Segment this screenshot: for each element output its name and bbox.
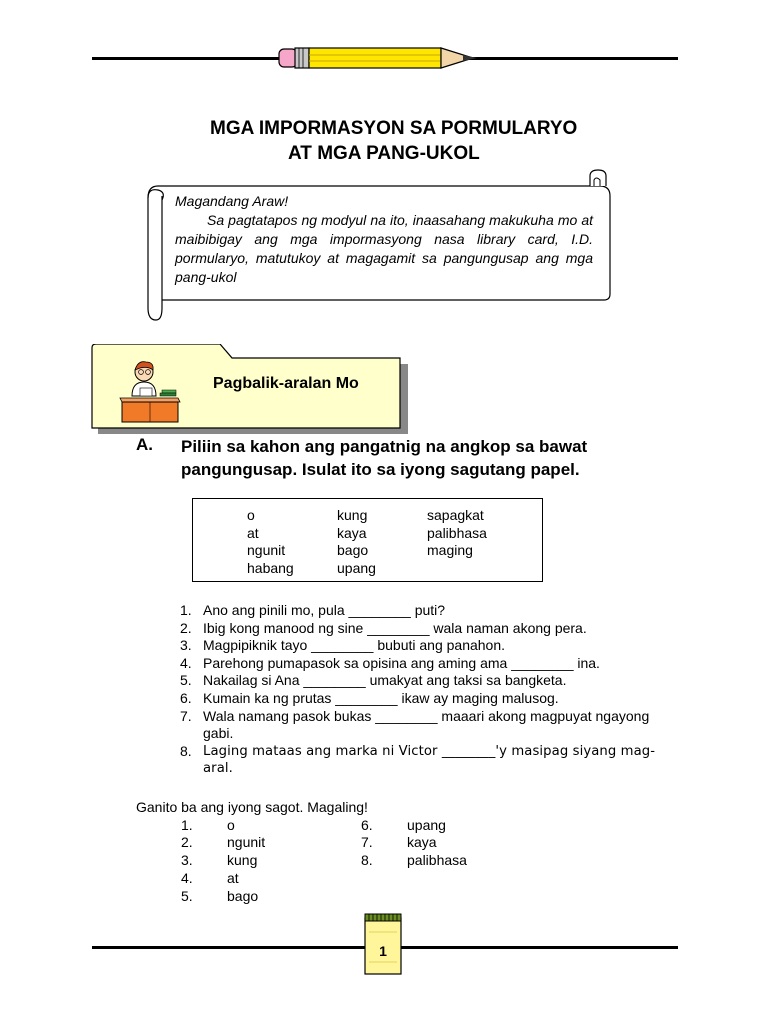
word-item: kaya: [337, 524, 367, 541]
answer-number: 2.: [181, 834, 193, 850]
intro-text: [175, 192, 593, 287]
word-item: maging: [427, 542, 473, 558]
answers-intro: Ganito ba ang iyong sagot. Magaling!: [136, 799, 368, 815]
intro-body: Sa pagtatapos ng modyul na ito, inaasahang makukuha mo at maibibigay ang mga impormasyong nasa library card, I.D. pormularyo, matutukoy at magagamit sa pangungusap ang mga pang-ukol: [175, 212, 593, 285]
answer-word: at: [227, 870, 239, 886]
answer-number: 5.: [181, 888, 193, 904]
question-number: 4.: [180, 654, 192, 671]
question-text: Ibig kong manood ng sine ________ wala naman akong pera.: [203, 619, 587, 636]
word-item: at: [247, 524, 259, 541]
question-number: 6.: [180, 689, 192, 706]
answer-word: o: [227, 817, 235, 833]
question-number: 5.: [180, 672, 192, 689]
answer-number: 1.: [181, 817, 193, 833]
question-item: [180, 637, 670, 655]
word-column-1: [247, 507, 294, 577]
question-number: 1.: [180, 602, 192, 618]
question-text: Ano ang pinili mo, pula ________ puti?: [203, 602, 446, 618]
intro-greeting: Magandang Araw!: [175, 193, 289, 209]
word-column-3: [427, 507, 487, 560]
question-item: [180, 620, 670, 638]
question-item: [180, 602, 670, 620]
answer-number: 4.: [181, 870, 193, 886]
answer-word: kung: [227, 852, 258, 868]
word-item: upang: [337, 559, 376, 576]
question-list: [180, 602, 670, 778]
question-item: [180, 743, 670, 778]
word-item: kung: [337, 507, 368, 523]
question-text: Laging mataas ang marka ni Victor ________'y masipag siyang mag-aral.: [203, 743, 656, 777]
teacher-at-desk-icon: [118, 358, 182, 424]
word-item: palibhasa: [427, 524, 487, 541]
answer-number: 8.: [361, 852, 373, 868]
title-line-1: MGA IMPORMASYON SA PORMULARYO: [210, 118, 578, 139]
question-item: [180, 672, 670, 690]
answer-word: bago: [227, 888, 259, 904]
question-number: 2.: [180, 619, 192, 636]
question-text: Wala namang pasok bukas ________ maaari akong magpuyat ngayong gabi.: [203, 707, 650, 742]
question-number: 8.: [180, 742, 192, 759]
question-text: Magpipiknik tayo ________ bubuti ang panahon.: [203, 637, 506, 654]
page-number: 1: [379, 943, 387, 959]
answer-number: 6.: [361, 817, 373, 833]
word-item: o: [247, 507, 255, 523]
question-text: Nakailag si Ana ________ umakyat ang taksi sa bangketa.: [203, 672, 567, 689]
answer-word: upang: [407, 817, 446, 833]
question-text: Kumain ka ng prutas ________ ikaw ay maging malusog.: [203, 689, 559, 706]
word-item: bago: [337, 542, 369, 558]
question-number: 3.: [180, 637, 192, 654]
word-item: sapagkat: [427, 507, 484, 523]
word-column-2: [337, 507, 376, 577]
answer-number: 7.: [361, 834, 373, 850]
section-letter: A.: [136, 435, 153, 454]
question-item: [180, 690, 670, 708]
title-line-2: AT MGA PANG-UKOL: [288, 143, 480, 164]
answer-word: palibhasa: [407, 852, 467, 868]
question-number: 7.: [180, 707, 192, 724]
answer-word: kaya: [407, 834, 437, 850]
word-choice-box: [192, 498, 543, 582]
answer-word: ngunit: [227, 834, 266, 850]
section-instruction: Piliin sa kahon ang pangatnig na angkop sa bawat pangungusap. Isulat ito sa iyong sagutang papel.: [181, 437, 588, 479]
question-text: Parehong pumapasok sa opisina ang aming ama ________ ina.: [203, 654, 600, 671]
pencil-icon: [277, 45, 487, 71]
banner-label: Pagbalik-aralan Mo: [213, 375, 359, 392]
word-item: ngunit: [247, 542, 286, 558]
word-item: habang: [247, 559, 294, 576]
answer-number: 3.: [181, 852, 193, 868]
question-item: [180, 655, 670, 673]
question-item: [180, 708, 670, 743]
